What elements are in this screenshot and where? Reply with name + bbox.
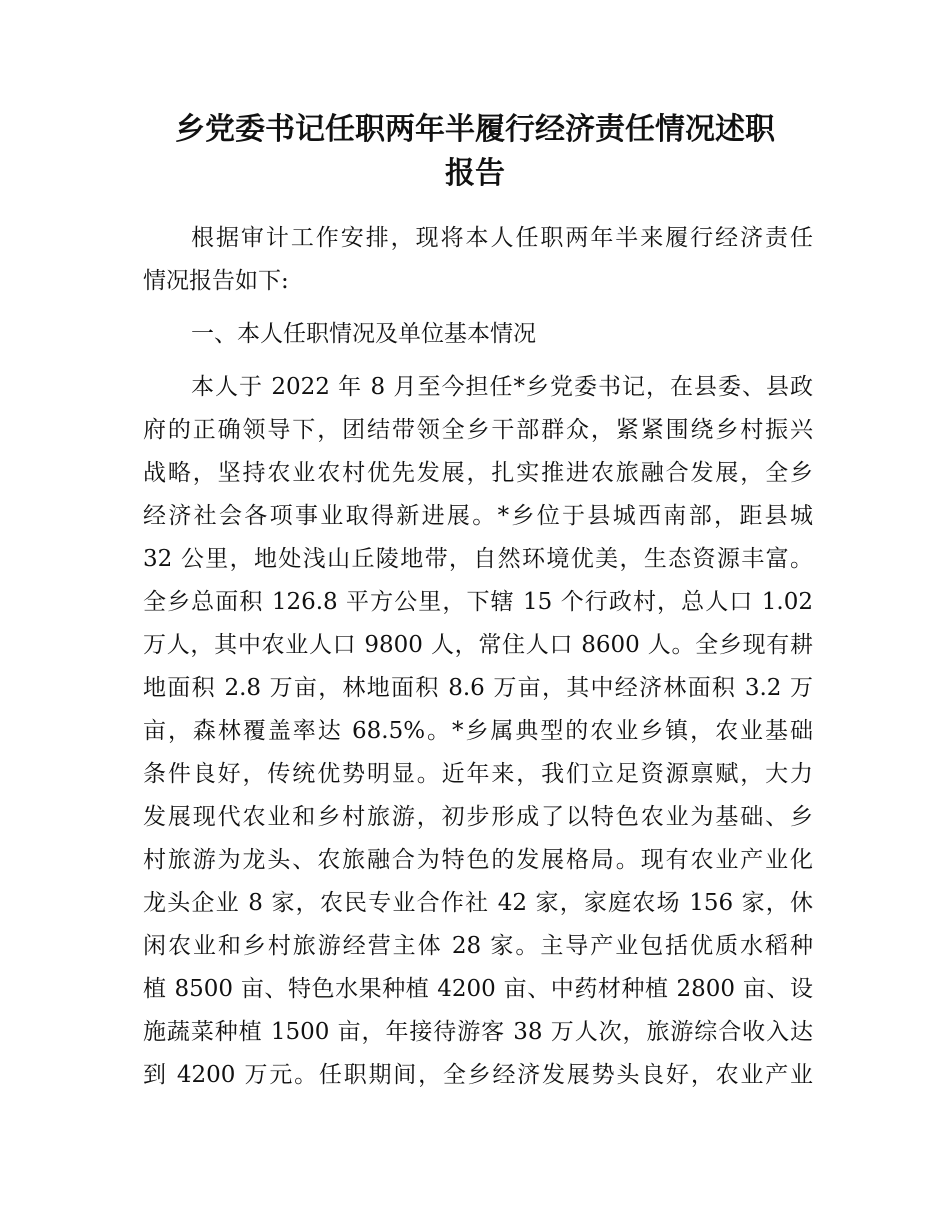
paragraph-line: 地面积 2.8 万亩，林地面积 8.6 万亩，其中经济林面积 3.2 万: [143, 675, 813, 701]
paragraph-line: 经济社会各项事业取得新进展。*乡位于县城西南部，距县城: [143, 503, 813, 529]
paragraph-line: 发展现代农业和乡村旅游，初步形成了以特色农业为基础、乡: [143, 804, 813, 830]
paragraph-line: 闲农业和乡村旅游经营主体 28 家。主导产业包括优质水稻种: [143, 933, 813, 959]
paragraph-line: 全乡总面积 126.8 平方公里，下辖 15 个行政村，总人口 1.02: [143, 589, 813, 615]
paragraph-line: 本人于 2022 年 8 月至今担任*乡党委书记，在县委、县政: [191, 374, 813, 400]
paragraph-line: 亩，森林覆盖率达 68.5%。*乡属典型的农业乡镇，农业基础: [143, 718, 813, 744]
document-title: [120, 108, 830, 196]
paragraph-line: 32 公里，地处浅山丘陵地带，自然环境优美，生态资源丰富。: [143, 546, 813, 572]
title-line: 报告: [445, 156, 505, 191]
paragraph-line: 村旅游为龙头、农旅融合为特色的发展格局。现有农业产业化: [143, 847, 813, 873]
section-heading: 一、本人任职情况及单位基本情况: [191, 321, 536, 347]
paragraph-line: 万人，其中农业人口 9800 人，常住人口 8600 人。全乡现有耕: [143, 632, 813, 658]
paragraph-line: 条件良好，传统优势明显。近年来，我们立足资源禀赋，大力: [143, 761, 813, 787]
paragraph-line: 龙头企业 8 家，农民专业合作社 42 家，家庭农场 156 家，休: [143, 890, 813, 916]
paragraph-line: 植 8500 亩、特色水果种植 4200 亩、中药材种植 2800 亩、设: [143, 976, 813, 1002]
paragraph-line: 战略，坚持农业农村优先发展，扎实推进农旅融合发展，全乡: [143, 460, 813, 486]
paragraph-line: 施蔬菜种植 1500 亩，年接待游客 38 万人次，旅游综合收入达: [143, 1019, 813, 1045]
paragraph-line: 府的正确领导下，团结带领全乡干部群众，紧紧围绕乡村振兴: [143, 417, 813, 443]
paragraph-intro-line: 情况报告如下:: [143, 268, 289, 294]
paragraph-line: 到 4200 万元。任职期间，全乡经济发展势头良好，农业产业: [143, 1062, 813, 1088]
paragraph-intro-line: 根据审计工作安排，现将本人任职两年半来履行经济责任: [191, 225, 813, 251]
title-line: 乡党委书记任职两年半履行经济责任情况述职: [175, 112, 775, 147]
